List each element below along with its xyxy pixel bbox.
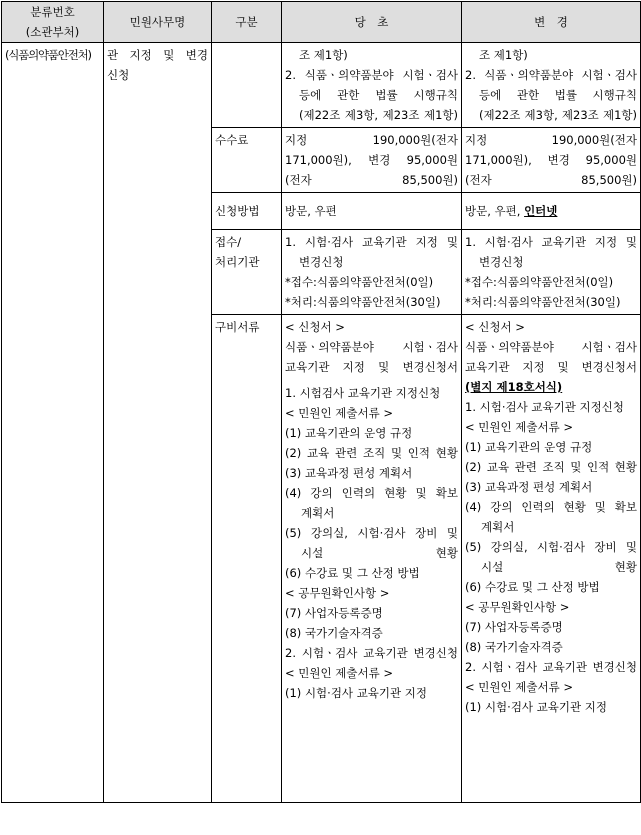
header-petition-name: 민원사무명	[104, 2, 212, 43]
office-after: 1. 시험·검사 교육기관 지정 및 변경신청 *접수:식품의약품안전처(0일) *처리:식품의약품안전처(30일)	[462, 230, 641, 315]
row-legal-basis	[2, 43, 641, 128]
category-cell: (식품의약품안전처)	[2, 43, 104, 803]
amendment-table	[1, 1, 641, 803]
fee-after: 지정 190,000원(전자 171,000원), 변경 95,000원(전자 85,500원)	[462, 128, 641, 193]
legal-label-cell	[212, 43, 282, 128]
header-row	[2, 2, 641, 43]
fee-before: 지정 190,000원(전자 171,000원), 변경 95,000원(전자 85,500원)	[282, 128, 462, 193]
docs-after: < 신청서 > 식품ㆍ의약품분야 시험ㆍ검사 교육기관 지정 및 변경신청서 (별지 제18호서식) 1. 시험·검사 교육기관 지정신청 < 민원인 제출서류 > (1) 교육기관의 운영 규정 (2) 교육 관련 조직 및 인적 현황 (3) 교육과정 편성 계획서 (4) 강의 인력의 현황 및 확보 계획서 (5) 강의실, 시험·검사 장비 및 시설 현황 (6) 수강료 및 그 산정 방법 < 공무원확인사항 > (7) 사업자등록증명 (8) 국가기술자격증 2. 시험ㆍ검사 교육기관 변경신청 < 민원인 제출서류 > (1) 시험·검사 교육기관 지정	[462, 315, 641, 803]
docs-added-form-number: (별지 제18호서식)	[465, 380, 563, 394]
legal-before-cell: 조 제1항) 2. 식품ㆍ의약품분야 시험ㆍ검사 등에 관한 법률 시행규칙(제22조 제3항, 제23조 제1항)	[282, 43, 462, 128]
docs-label: 구비서류	[212, 315, 282, 803]
petition-name-cell: 관 지정 및 변경 신청	[104, 43, 212, 803]
method-added-internet: 인터넷	[524, 204, 558, 218]
method-label: 신청방법	[212, 193, 282, 230]
office-label: 접수/처리기관	[212, 230, 282, 315]
legal-after-cell: 조 제1항) 2. 식품ㆍ의약품분야 시험ㆍ검사 등에 관한 법률 시행규칙(제22조 제3항, 제23조 제1항)	[462, 43, 641, 128]
docs-before: < 신청서 > 식품ㆍ의약품분야 시험ㆍ검사 교육기관 지정 및 변경신청서 1. 시험검사 교육기관 지정신청 < 민원인 제출서류 > (1) 교육기관의 운영 규정 (2) 교육 관련 조직 및 인적 현황 (3) 교육과정 편성 계획서 (4) 강의 인력의 현황 및 확보 계획서 (5) 강의실, 시험·검사 장비 및 시설 현황 (6) 수강료 및 그 산정 방법 < 공무원확인사항 > (7) 사업자등록증명 (8) 국가기술자격증 2. 시험ㆍ검사 교육기관 변경신청 < 민원인 제출서류 > (1) 시험·검사 교육기관 지정	[282, 315, 462, 803]
office-before: 1. 시험·검사 교육기관 지정 및 변경신청 *접수:식품의약품안전처(0일) *처리:식품의약품안전처(30일)	[282, 230, 462, 315]
header-before: 당 초	[282, 2, 462, 43]
header-category: 분류번호 (소관부처)	[2, 2, 104, 43]
method-after: 방문, 우편, 인터넷	[462, 193, 641, 230]
method-before: 방문, 우편	[282, 193, 462, 230]
header-after: 변 경	[462, 2, 641, 43]
header-division: 구분	[212, 2, 282, 43]
fee-label: 수수료	[212, 128, 282, 193]
